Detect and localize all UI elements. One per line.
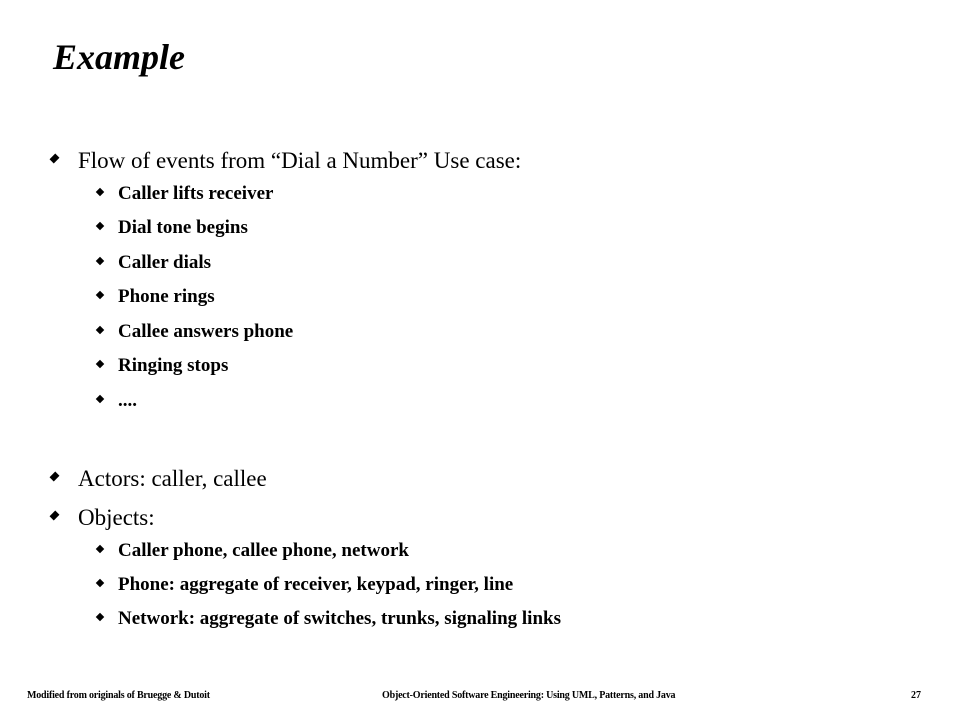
list-item-text: Callee answers phone	[118, 321, 294, 343]
diamond-bullet-icon	[96, 579, 104, 587]
footer-attribution: Modified from originals of Bruegge & Dutoit	[27, 690, 210, 701]
list-item	[96, 183, 273, 203]
page-number: 27	[911, 690, 921, 701]
list-item	[96, 217, 248, 237]
list-item	[96, 574, 513, 594]
list-item	[96, 540, 409, 560]
diamond-bullet-icon	[96, 326, 104, 334]
diamond-bullet-icon	[96, 222, 104, 230]
bullet-objects	[50, 504, 155, 529]
list-item	[96, 321, 293, 341]
diamond-bullet-icon	[50, 472, 59, 483]
diamond-bullet-icon	[96, 188, 104, 196]
bullet-text: Flow of events from “Dial a Number” Use case:	[78, 148, 522, 174]
bullet-text: Objects:	[78, 505, 155, 531]
footer-book-title: Object-Oriented Software Engineering: Using UML, Patterns, and Java	[382, 690, 676, 701]
list-item-text: Caller lifts receiver	[118, 183, 274, 205]
diamond-bullet-icon	[50, 511, 59, 522]
list-item	[96, 252, 211, 272]
list-item-text: Phone: aggregate of receiver, keypad, ringer, line	[118, 574, 514, 596]
bullet-actors	[50, 465, 267, 490]
list-item	[96, 608, 561, 628]
list-item	[96, 390, 137, 410]
list-item-text: Dial tone begins	[118, 217, 248, 239]
list-item-text: Caller dials	[118, 252, 212, 274]
diamond-bullet-icon	[50, 154, 59, 165]
diamond-bullet-icon	[96, 360, 104, 368]
list-item	[96, 355, 228, 375]
slide-title: Example	[53, 37, 185, 77]
list-item-text: Ringing stops	[118, 355, 229, 377]
list-item-text: Caller phone, callee phone, network	[118, 540, 409, 562]
list-item-text: Network: aggregate of switches, trunks, signaling links	[118, 608, 561, 630]
diamond-bullet-icon	[96, 545, 104, 553]
bullet-flow-of-events	[50, 147, 521, 172]
list-item-text: Phone rings	[118, 286, 215, 308]
diamond-bullet-icon	[96, 395, 104, 403]
list-item-text: ....	[118, 390, 137, 412]
diamond-bullet-icon	[96, 291, 104, 299]
diamond-bullet-icon	[96, 613, 104, 621]
diamond-bullet-icon	[96, 257, 104, 265]
list-item	[96, 286, 215, 306]
bullet-text: Actors: caller, callee	[78, 466, 267, 492]
